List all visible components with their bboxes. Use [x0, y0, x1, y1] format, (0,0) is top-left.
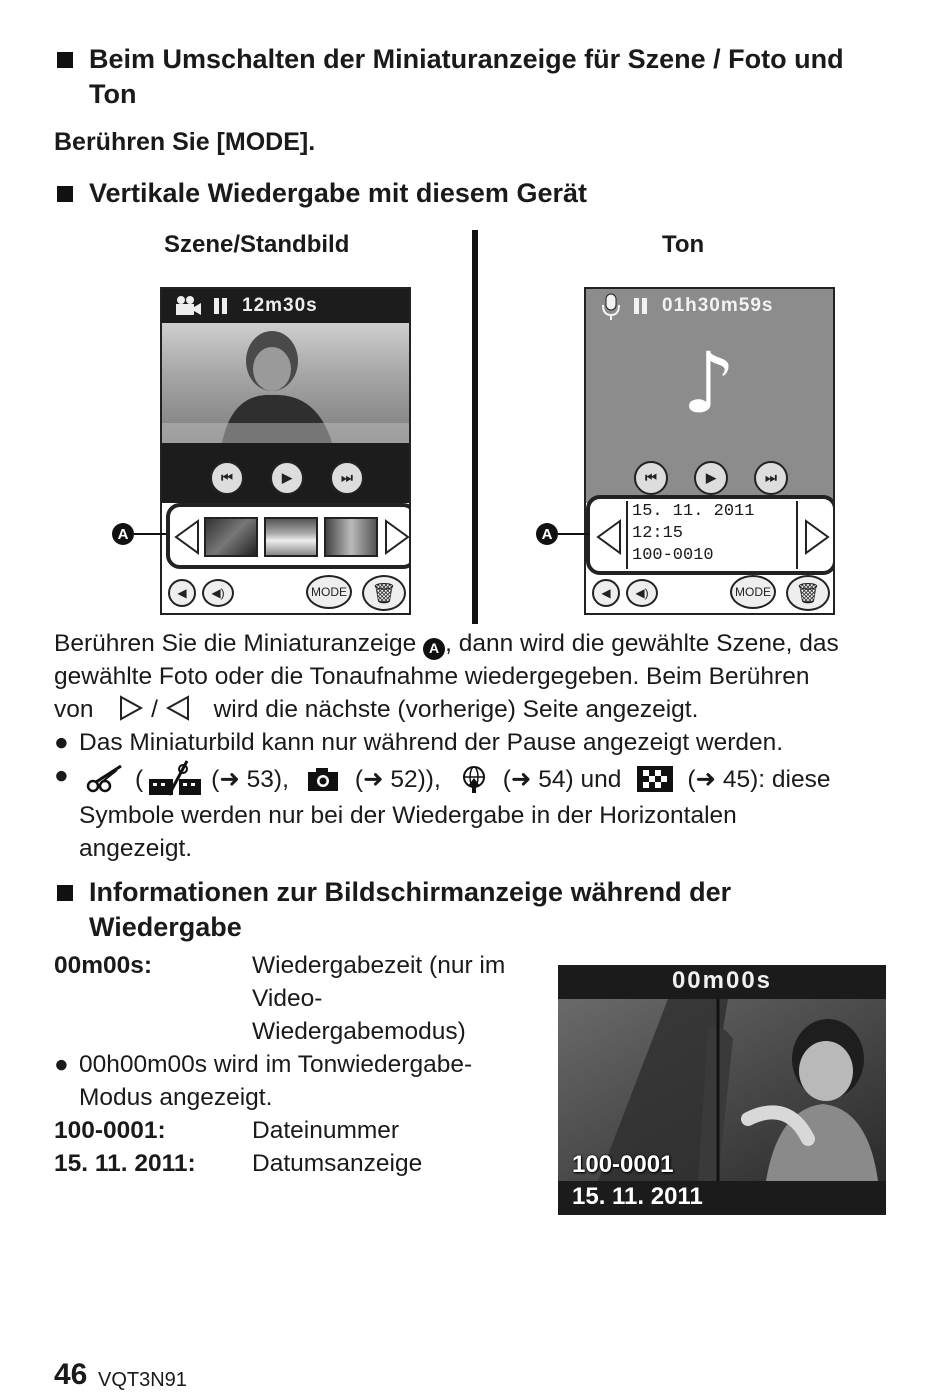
text-span: (	[135, 765, 144, 793]
paragraph-line	[54, 627, 914, 660]
text-span: von	[54, 696, 94, 723]
info-file: 100-0010	[632, 546, 714, 565]
column-label-sound: Ton	[662, 231, 705, 258]
def-value-line: Wiedergabemodus)	[252, 1018, 466, 1045]
thumbnail-3[interactable]	[324, 517, 378, 557]
skip-back-button[interactable]: ⏮	[634, 461, 668, 495]
text-span: , dann wird die gewählte Szene, das	[445, 630, 839, 657]
skip-back-button[interactable]: ⏮	[210, 461, 244, 495]
prev-page-arrow-icon[interactable]	[596, 519, 622, 555]
preview-image	[162, 323, 409, 443]
playback-time: 01h30m59s	[662, 295, 774, 316]
prev-arrow-icon	[165, 695, 191, 721]
volume-down-icon[interactable]: ◀	[592, 579, 620, 607]
text-span: (➜ 52)),	[354, 765, 441, 793]
mode-button[interactable]: MODE	[730, 575, 776, 609]
pause-icon	[212, 297, 230, 315]
next-page-arrow-icon[interactable]	[384, 519, 410, 555]
def-value	[252, 949, 505, 1048]
text-span: /	[151, 696, 158, 723]
text-span: (➜ 45): diese	[687, 765, 831, 793]
marker-a: A	[536, 523, 558, 545]
thumbnail-strip[interactable]	[166, 503, 411, 569]
bullet-2	[79, 759, 919, 865]
bullet-square	[57, 885, 73, 901]
text-span: wird die nächste (vorherige) Seite angezeigt.	[213, 696, 699, 723]
def-key: 100-0001:	[54, 1117, 166, 1144]
column-divider	[472, 230, 478, 624]
next-arrow-icon	[118, 695, 144, 721]
sound-info-panel[interactable]	[586, 495, 835, 575]
def-note-line: Modus angezeigt.	[79, 1084, 273, 1111]
info-date: 15. 11. 2011	[632, 502, 755, 521]
trash-icon[interactable]: 🗑	[362, 575, 406, 611]
doc-code: VQT3N91	[98, 1369, 187, 1391]
boy-photo	[162, 323, 409, 443]
volume-down-icon[interactable]: ◀	[168, 579, 196, 607]
skip-forward-button[interactable]: ⏭	[754, 461, 788, 495]
music-note-icon: ♪	[682, 334, 736, 432]
marker-a-inline: A	[423, 638, 445, 660]
playback-example-image	[558, 965, 886, 1215]
info-time: 12:15	[632, 524, 684, 543]
def-value-line: Wiedergabezeit (nur im	[252, 952, 506, 979]
scene-screen	[160, 287, 411, 615]
mosaic-icon	[637, 766, 673, 792]
playback-time: 12m30s	[242, 295, 318, 316]
marker-a-line	[134, 533, 166, 535]
bullet-dot: ●	[54, 729, 69, 756]
paragraph-line	[54, 693, 914, 726]
heading-line: Wiedergabe	[89, 912, 242, 942]
pause-icon	[632, 297, 650, 315]
heading-line: Ton	[89, 79, 137, 109]
instruction-text: Berühren Sie [MODE].	[54, 128, 316, 156]
thumbnail-2[interactable]	[264, 517, 318, 557]
def-key: 00m00s:	[54, 952, 153, 979]
def-value: Datumsanzeige	[252, 1150, 423, 1177]
skip-forward-button[interactable]: ⏭	[330, 461, 364, 495]
volume-up-icon[interactable]: ◀)	[202, 579, 234, 607]
def-key: 15. 11. 2011:	[54, 1150, 196, 1177]
section-heading: Vertikale Wiedergabe mit diesem Gerät	[89, 178, 587, 208]
status-bar	[586, 289, 833, 323]
text-span: Berühren Sie die Miniaturanzeige	[54, 630, 417, 657]
bullet-2-line-2: Symbole werden nur bei der Wiedergabe in der Horizontalen	[79, 802, 737, 829]
text-span: (➜ 54) und	[502, 765, 622, 793]
next-page-arrow-icon[interactable]	[804, 519, 830, 555]
camera-icon	[307, 766, 339, 792]
section-heading	[89, 42, 909, 112]
play-button[interactable]: ▶	[694, 461, 728, 495]
marker-a: A	[112, 523, 134, 545]
sound-screen	[584, 287, 835, 615]
play-button[interactable]: ▶	[270, 461, 304, 495]
def-note	[79, 1048, 472, 1114]
photo-time: 00m00s	[671, 967, 773, 994]
paragraph-line: gewählte Foto oder die Tonaufnahme wiedergegeben. Beim Berühren	[54, 663, 810, 690]
def-note-line: 00h00m00s wird im Tonwiedergabe-	[79, 1051, 473, 1078]
paragraph-1	[54, 627, 914, 726]
bullet-2-line-3: angezeigt.	[79, 835, 193, 862]
volume-up-icon[interactable]: ◀)	[626, 579, 658, 607]
mode-button[interactable]: MODE	[306, 575, 352, 609]
prev-page-arrow-icon[interactable]	[174, 519, 200, 555]
trash-icon[interactable]: 🗑	[786, 575, 830, 611]
playback-controls	[162, 443, 409, 503]
text-span: (➜ 53),	[211, 765, 289, 793]
bullet-square	[57, 186, 73, 202]
def-value: Dateinummer	[252, 1117, 400, 1144]
column-label-scene: Szene/Standbild	[164, 231, 350, 258]
video-camera-icon	[174, 295, 202, 317]
microphone-icon	[600, 293, 622, 321]
marker-a-line	[558, 533, 590, 535]
bullet-1: Das Miniaturbild kann nur während der Pause angezeigt werden.	[79, 729, 784, 756]
status-bar	[162, 289, 409, 323]
info-box	[626, 501, 798, 569]
scissors-icon	[85, 764, 125, 794]
page-number: 46	[54, 1358, 88, 1391]
bullet-square	[57, 52, 73, 68]
bullet-dot: ●	[54, 1051, 69, 1078]
upload-globe-icon	[459, 764, 489, 794]
bullet-2-line-1	[79, 759, 919, 799]
section-heading	[89, 875, 909, 945]
photo-date: 15. 11. 2011	[572, 1183, 703, 1210]
def-value-line: Video-	[252, 985, 323, 1012]
heading-line: Informationen zur Bildschirmanzeige während der	[89, 877, 732, 907]
bullet-dot: ●	[54, 762, 69, 789]
thumbnail-1[interactable]	[204, 517, 258, 557]
film-edit-icon	[147, 759, 203, 799]
heading-line: Beim Umschalten der Miniaturanzeige für Szene / Foto und	[89, 44, 844, 74]
photo-file-number: 100-0001	[572, 1151, 674, 1178]
